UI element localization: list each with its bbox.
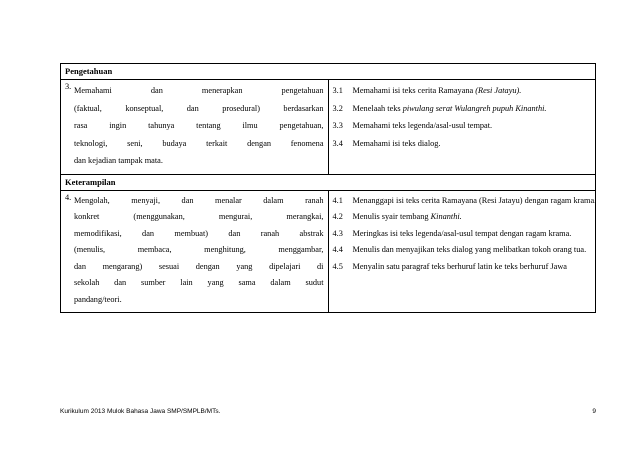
kd-number: 4.4: [332, 245, 343, 254]
kd-item: [333, 209, 592, 226]
pengetahuan-row: [61, 80, 596, 175]
keterampilan-heading: Keterampilan: [61, 174, 596, 190]
kd-number: 3.2: [332, 103, 343, 113]
keterampilan-ki-line: pandang/teori.: [74, 294, 122, 304]
keterampilan-ki-number: 4.: [65, 192, 72, 202]
kd-number: 4.2: [332, 212, 343, 221]
kd-number: 4.5: [332, 261, 343, 271]
keterampilan-ki-cell: [61, 190, 329, 313]
page-footer: [60, 408, 596, 415]
kd-text: Menyalin satu paragraf teks berhuruf latin ke teks berhuruf Jawa: [352, 261, 567, 271]
pengetahuan-ki-item: [65, 82, 324, 170]
keterampilan-header-row: [61, 174, 596, 190]
pengetahuan-kd-list: [333, 82, 592, 152]
kd-number: 4.1: [332, 195, 343, 205]
kd-number: 3.3: [332, 121, 343, 130]
kd-item: [333, 135, 592, 153]
pengetahuan-ki-number: 3.: [65, 82, 72, 91]
pengetahuan-ki-line: rasa ingin tahunya tentang ilmu pengetahuan,: [74, 121, 324, 130]
kd-number: 3.1: [332, 86, 343, 95]
kd-item: [333, 259, 592, 276]
kd-text: Memahami isi teks cerita Ramayana (Resi Jatayu).: [352, 86, 522, 95]
keterampilan-ki-line: Mengolah, menyaji, dan menalar dalam ranah: [74, 195, 324, 205]
footer-title: Kurikulum 2013 Mulok Bahasa Jawa SMP/SMPLB/MTs.: [60, 408, 221, 415]
pengetahuan-ki-line: Memahami dan menerapkan pengetahuan: [74, 86, 324, 95]
pengetahuan-heading: Pengetahuan: [61, 64, 596, 80]
pengetahuan-ki-line: dan kejadian tampak mata.: [74, 156, 163, 165]
kd-item: [333, 226, 592, 243]
pengetahuan-kd-cell: [328, 80, 596, 175]
kd-number: 3.4: [332, 138, 343, 148]
kd-text: Memahami teks legenda/asal-usul tempat.: [352, 121, 493, 130]
kd-item: [332, 193, 597, 210]
page-number: 9: [592, 408, 596, 415]
keterampilan-kd-list: [332, 193, 597, 276]
kd-item: [333, 117, 592, 135]
kd-text: Menanggapi isi teks cerita Ramayana (Resi Jatayu) dengan ragam krama.: [352, 195, 597, 205]
kd-item: [333, 100, 592, 118]
kd-item: [333, 82, 592, 100]
keterampilan-ki-line: sekolah dan sumber lain yang sama dalam sudut: [74, 278, 324, 287]
kd-text: Menelaah teks piwulang serat Wulangreh pupuh Kinanthi.: [352, 103, 547, 113]
kd-text: Menulis dan menyajikan teks dialog yang melibatkan tokoh orang tua.: [352, 245, 587, 254]
kd-text: Memahami isi teks dialog.: [352, 138, 441, 148]
keterampilan-ki-line: konkret (menggunakan, mengurai, merangkai,: [74, 212, 324, 221]
keterampilan-row: [61, 190, 596, 313]
keterampilan-ki-line: memodifikasi, dan membuat) dan ranah abstrak: [74, 228, 324, 238]
competency-table: [60, 63, 596, 313]
kd-item: [333, 242, 592, 259]
kd-text: Meringkas isi teks legenda/asal-usul tempat dengan ragam krama.: [352, 228, 572, 238]
pengetahuan-ki-cell: [61, 80, 329, 175]
keterampilan-ki-line: (menulis, membaca, menghitung, menggambar,: [74, 245, 324, 254]
pengetahuan-header-row: [61, 64, 596, 80]
pengetahuan-ki-line: teknologi, seni, budaya terkait dengan fenomena: [74, 138, 324, 148]
keterampilan-kd-cell: [328, 190, 596, 313]
keterampilan-ki-line: dan mengarang) sesuai dengan yang dipelajari di: [74, 261, 324, 271]
keterampilan-ki-item: [65, 193, 324, 309]
kd-text: Menulis syair tembang Kinanthi.: [352, 212, 462, 221]
kd-number: 4.3: [332, 228, 343, 238]
pengetahuan-ki-line: (faktual, konseptual, dan prosedural) berdasarkan: [74, 103, 324, 113]
